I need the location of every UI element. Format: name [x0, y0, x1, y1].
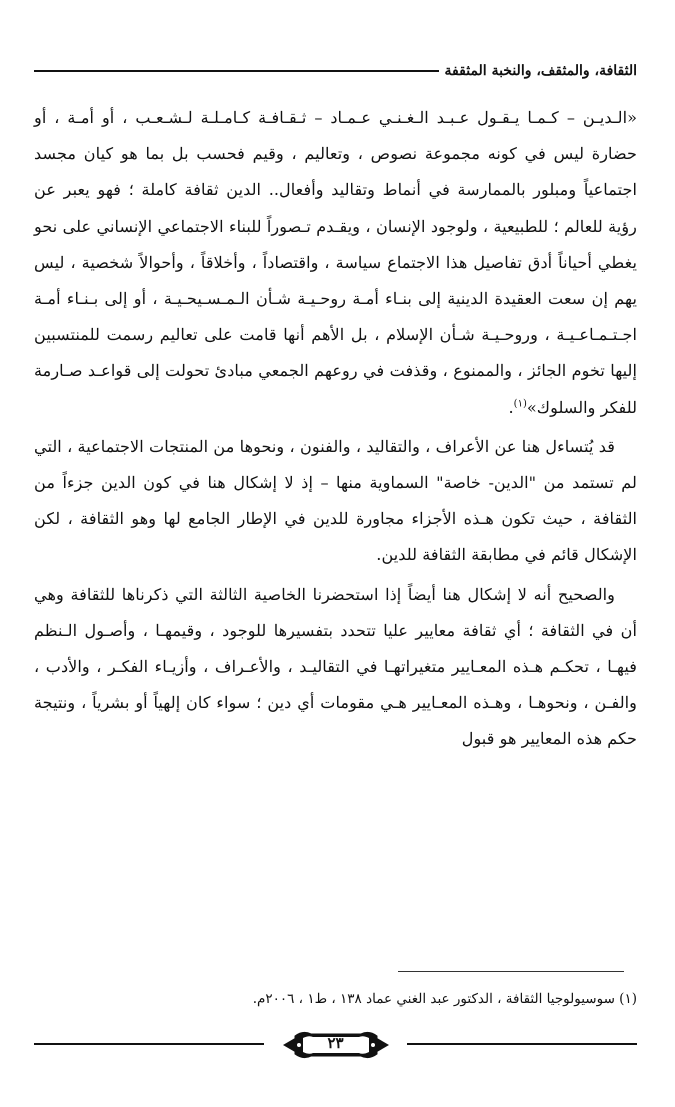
running-header [34, 58, 637, 84]
quote-text: «الـديـن – كـمـا يـقـول عـبـد الـغـنـي عـمـاد – ثـقـافـة كـامـلـة لـشـعـب ، أو أمـة ، أو حضارة ليس في كونه مجموعة نصوص ، وتعاليم ، وقيم فحسب بل بما هو كيان مجسد اجتماعياً ومبلور بالممارسة في أنماط وتقاليد وأفعال.. الدين ثقافة كاملة ؛ فهو يعبر عن رؤية للعالم ؛ للطبيعية ، ولوجود الإنسان ، ويقـدم تـصوراً للبناء الاجتماعي الإنساني على نحو يغطي أحياناً أدق تفاصيل هذا الاجتماع سياسة ، واقتصاداً ، وأخلاقاً ، وأحوالاً شخصية ، ليس يهم إن سعت العقيدة الدينية إلى بنـاء أمـة روحـيـة شـأن الـمـسـيحـيـة ، أو إلى بـنـاء أمـة اجـتـمـاعـيـة ، وروحـيـة شـأن الإسلام ، بل الأهم أنها قامت على تعاليم رسمت للمنتسبين إليها تخوم الجائز ، والممنوع ، وقذفت في روعهم الجمعي مبادئ تحولت إلى قواعـد صـارمة للفكر والسلوك» [34, 108, 638, 417]
footnote: (١) سوسيولوجيا الثقافة ، الدكتور عبد الغني عماد ١٣٨ ، ط١ ، ٢٠٠٦م. [252, 991, 637, 1007]
footnote-marker: (١) [513, 398, 527, 410]
page-body [34, 100, 637, 758]
body-paragraph-answer: والصحيح أنه لا إشكال هنا أيضاً إذا استحضرنا الخاصية الثالثة التي ذكرناها للثقافة وهي أن في الثقافة ؛ أي ثقافة معايير عليا تتحدد بتفسيرها للوجود ، وقيمهـا ، وأصـول الـنظم فيهـا ، تحكـم هـذه المعـايير متغيراتهـا في التقاليـد ، والأعـراف ، وأزيـاء الفكـر ، والأدب ، والفـن ، ونحوهـا ، وهـذه المعـايير هـي مقومات أي دين ؛ سواء كان إلهياً أو بشرياً ، ونتيجة حكم هذه المعايير هو قبول [34, 584, 637, 749]
footnote-rule [398, 971, 624, 972]
footer-rule-right [407, 1043, 637, 1045]
page-footer [34, 1030, 637, 1060]
quote-paragraph [34, 100, 637, 426]
quote-end: . [508, 397, 514, 417]
page-number: ٢٣ [327, 1034, 344, 1052]
footer-rule-left [34, 1043, 264, 1045]
body-paragraph-question: قد يُتساءل هنا عن الأعراف ، والتقاليد ، والفنون ، ونحوها من المنتجات الاجتماعية ، التي لم تستمد من "الدين- خاصة" السماوية منها – إذ لا إشكال هنا في كون الدين جزءاً من الثقافة ، حيث تكون هـذه الأجزاء مجاورة للدين في الإطار الجامع لها وهو الثقافة ، لكن الإشكال قائم في مطابقة الثقافة للدين. [34, 436, 637, 565]
header-rule [34, 70, 439, 72]
page-number-ornament [281, 1030, 391, 1060]
running-header-title: الثقافة، والمثقف، والنخبة المثقفة [444, 63, 637, 79]
